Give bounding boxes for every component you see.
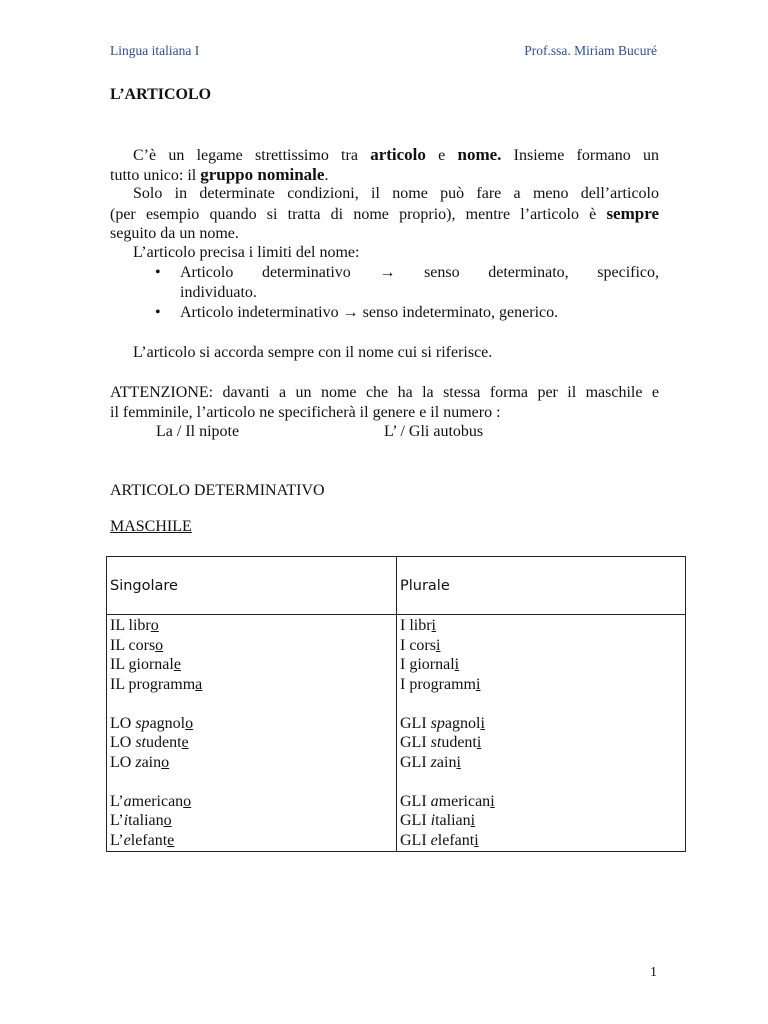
table-row: GLI italiani [400,812,476,829]
para1-line1: C’è un legame strettissimo tra articolo e nome. Insieme formano un [133,145,659,164]
attention-example2: L’ / Gli autobus [384,423,484,440]
table-row: GLI zaini [400,753,461,771]
bullet-icon: • [155,264,161,281]
table-row: GLI studenti [400,734,482,751]
table-row: I giornali [400,656,460,673]
table-row: I programmi [400,675,481,693]
bullet-icon: • [155,304,161,321]
bullet-indeterminativo-line: Articolo indeterminativo → senso indeterminato, generico. [180,304,559,321]
table-row: IL corso [110,636,164,654]
header-professor: Prof.ssa. Miriam Bucuré [524,43,657,58]
table-row: LO studente [110,734,189,751]
table-row: IL giornale [110,656,181,673]
table-header-row [107,557,686,615]
arrow-right-icon: → [379,264,396,281]
para2-line2: (per esempio quando si tratta di nome proprio), mentre l’articolo è sempre [110,204,659,223]
articles-table [106,556,686,852]
arrow-right-icon: → [342,304,359,321]
para4: L’articolo si accorda sempre con il nome cui si riferisce. [133,344,493,361]
attention-line2: il femminile, l’articolo ne specificherà il genere e il numero : [110,404,501,421]
bullet-determinativo-line1: Articolo determinativo → senso determinato, specifico, [180,264,660,281]
plurale-cell [397,615,686,852]
col-plurale: Plurale [397,557,686,615]
table-row: GLI americani [400,792,495,810]
section-title: ARTICOLO DETERMINATIVO [110,482,325,499]
page-number: 1 [650,965,657,980]
table-row: I libri [400,617,436,634]
para3: L’articolo precisa i limiti del nome: [133,244,360,261]
table-row: I corsi [400,636,441,654]
singolare-cell [107,615,397,852]
table-row: L’italiano [110,812,172,829]
table-row: LO spagnolo [110,714,194,732]
attention-example1: La / Il nipote [156,423,240,440]
col-singolare: Singolare [107,557,397,615]
para2-line1: Solo in determinate condizioni, il nome può fare a meno dell’articolo [133,185,659,202]
table-row: L’americano [110,792,192,810]
para2-line3: seguito da un nome. [110,225,239,242]
attention-line1: ATTENZIONE: davanti a un nome che ha la stessa forma per il maschile e [110,384,659,401]
subsection-title: MASCHILE [110,518,192,535]
table-row: GLI spagnoli [400,714,485,732]
table-row: IL programma [110,675,203,693]
table-body-row [107,615,686,852]
header-course: Lingua italiana I [110,43,200,58]
table-row: LO zaino [110,753,170,771]
table-row: GLI elefanti [400,831,479,849]
para1-line2: tutto unico: il gruppo nominale. [110,165,329,184]
table-row: IL libro [110,617,159,634]
page-title: L’ARTICOLO [110,86,212,103]
table-row: L’elefante [110,831,175,849]
